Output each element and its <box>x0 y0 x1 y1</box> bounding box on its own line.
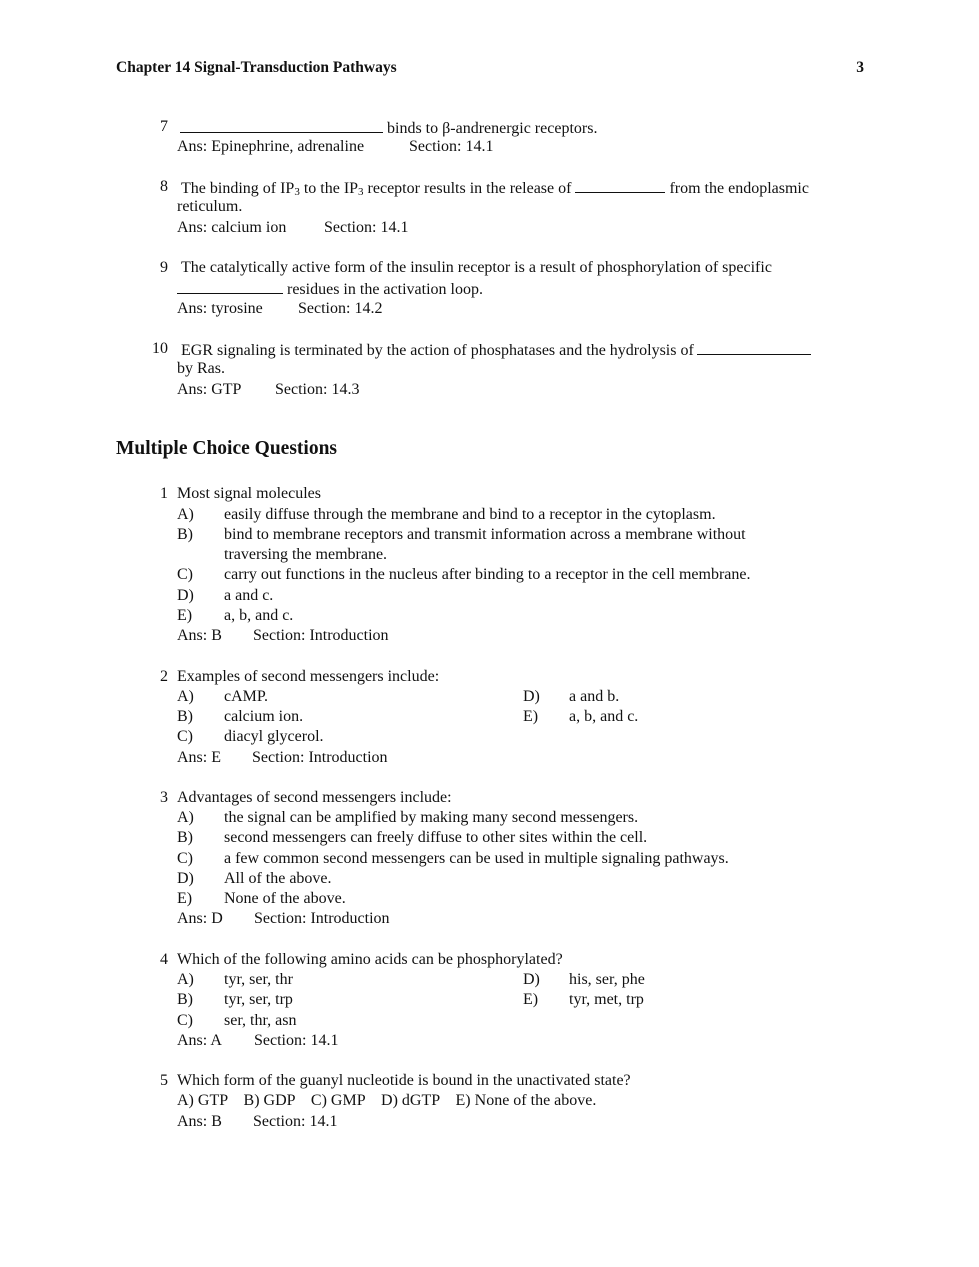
option-text: a, b, and c. <box>224 607 294 624</box>
answer-text: Ans: B <box>177 627 222 644</box>
inline-options: A) GTP B) GDP C) GMP D) dGTP E) None of the above. <box>177 1092 597 1109</box>
question-stem: Which form of the guanyl nucleotide is bound in the unactivated state? <box>177 1072 631 1089</box>
option-letter: D) <box>523 971 540 988</box>
chapter-title: Chapter 14 Signal-Transduction Pathways <box>116 59 397 76</box>
answer-text: Ans: GTP <box>177 381 242 398</box>
answer-text: Ans: tyrosine <box>177 300 263 317</box>
option-letter: A) <box>177 506 194 523</box>
option-text: tyr, ser, trp <box>224 991 293 1008</box>
option-letter: D) <box>177 587 194 604</box>
question-text: EGR signaling is terminated by the action of phosphatases and the hydrolysis of <box>181 339 811 361</box>
answer-blank <box>180 117 383 133</box>
option-text-continued: traversing the membrane. <box>224 546 388 563</box>
option-text: a, b, and c. <box>569 708 639 725</box>
option-letter: A) <box>177 971 194 988</box>
question-stem: Examples of second messengers include: <box>177 668 440 685</box>
question-number: 7 <box>160 118 168 135</box>
option-letter: E) <box>177 607 193 624</box>
option-text: cAMP. <box>224 688 269 705</box>
question-text-continued: by Ras. <box>177 360 225 377</box>
option-letter: E) <box>177 890 193 907</box>
section-text: Section: Introduction <box>252 749 388 766</box>
question-number: 3 <box>160 789 168 806</box>
question-text: The binding of $IP_3$ to the $IP_3$ receptor results in the release of from the endoplasmic <box>181 177 809 199</box>
option-text: the signal can be amplified by making many second messengers. <box>224 809 639 826</box>
option-letter: D) <box>177 870 194 887</box>
section-text: Section: 14.1 <box>324 219 409 236</box>
option-text: diacyl glycerol. <box>224 728 324 745</box>
answer-text: Ans: E <box>177 749 221 766</box>
option-text: a few common second messengers can be used in multiple signaling pathways. <box>224 850 729 867</box>
section-text: Section: 14.1 <box>254 1032 339 1049</box>
question-text: binds to β-andrenergic receptors. <box>180 117 597 139</box>
section-text: Section: 14.2 <box>298 300 383 317</box>
section-text: Section: Introduction <box>254 910 390 927</box>
option-letter: B) <box>177 829 193 846</box>
option-text: carry out functions in the nucleus after binding to a receptor in the cell membrane. <box>224 566 751 583</box>
question-stem: Advantages of second messengers include: <box>177 789 452 806</box>
option-text: a and c. <box>224 587 274 604</box>
option-text: calcium ion. <box>224 708 304 725</box>
section-text: Section: 14.1 <box>253 1113 338 1130</box>
option-letter: A) <box>177 809 194 826</box>
answer-text: Ans: calcium ion <box>177 219 287 236</box>
page-header <box>116 58 864 80</box>
answer-blank <box>177 278 283 294</box>
section-text: Section: 14.3 <box>275 381 360 398</box>
section-text: Section: Introduction <box>253 627 389 644</box>
answer-text: Ans: A <box>177 1032 222 1049</box>
option-letter: B) <box>177 991 193 1008</box>
option-text: ser, thr, asn <box>224 1012 297 1029</box>
option-letter: C) <box>177 728 193 745</box>
option-letter: A) <box>177 688 194 705</box>
answer-text: Ans: Epinephrine, adrenaline <box>177 138 365 155</box>
option-text: All of the above. <box>224 870 332 887</box>
question-number: 10 <box>152 340 168 357</box>
option-text: his, ser, phe <box>569 971 645 988</box>
option-letter: B) <box>177 708 193 725</box>
option-letter: C) <box>177 566 193 583</box>
section-text: Section: 14.1 <box>409 138 494 155</box>
option-letter: E) <box>523 708 539 725</box>
option-letter: D) <box>523 688 540 705</box>
answer-blank <box>697 339 811 355</box>
option-text: tyr, ser, thr <box>224 971 293 988</box>
multiple-choice-heading: Multiple Choice Questions <box>116 438 338 459</box>
question-stem: Most signal molecules <box>177 485 321 502</box>
answer-text: Ans: B <box>177 1113 222 1130</box>
question-number: 4 <box>160 951 168 968</box>
question-stem: Which of the following amino acids can be phosphorylated? <box>177 951 563 968</box>
question-number: 1 <box>160 485 168 502</box>
option-text: tyr, met, trp <box>569 991 644 1008</box>
option-text: None of the above. <box>224 890 346 907</box>
option-text: second messengers can freely diffuse to other sites within the cell. <box>224 829 648 846</box>
option-letter: E) <box>523 991 539 1008</box>
answer-text: Ans: D <box>177 910 223 927</box>
question-text-continued: reticulum. <box>177 198 243 215</box>
question-number: 9 <box>160 259 168 276</box>
answer-blank <box>575 177 665 193</box>
question-text-continued: residues in the activation loop. <box>177 278 483 300</box>
option-text: a and b. <box>569 688 620 705</box>
option-text: bind to membrane receptors and transmit information across a membrane without <box>224 526 746 543</box>
question-number: 2 <box>160 668 168 685</box>
question-number: 8 <box>160 178 168 195</box>
option-letter: C) <box>177 1012 193 1029</box>
question-text: The catalytically active form of the insulin receptor is a result of phosphorylation of specific <box>181 259 772 276</box>
option-letter: C) <box>177 850 193 867</box>
option-letter: B) <box>177 526 193 543</box>
question-number: 5 <box>160 1072 168 1089</box>
page-number: 3 <box>856 59 864 76</box>
option-text: easily diffuse through the membrane and bind to a receptor in the cytoplasm. <box>224 506 716 523</box>
